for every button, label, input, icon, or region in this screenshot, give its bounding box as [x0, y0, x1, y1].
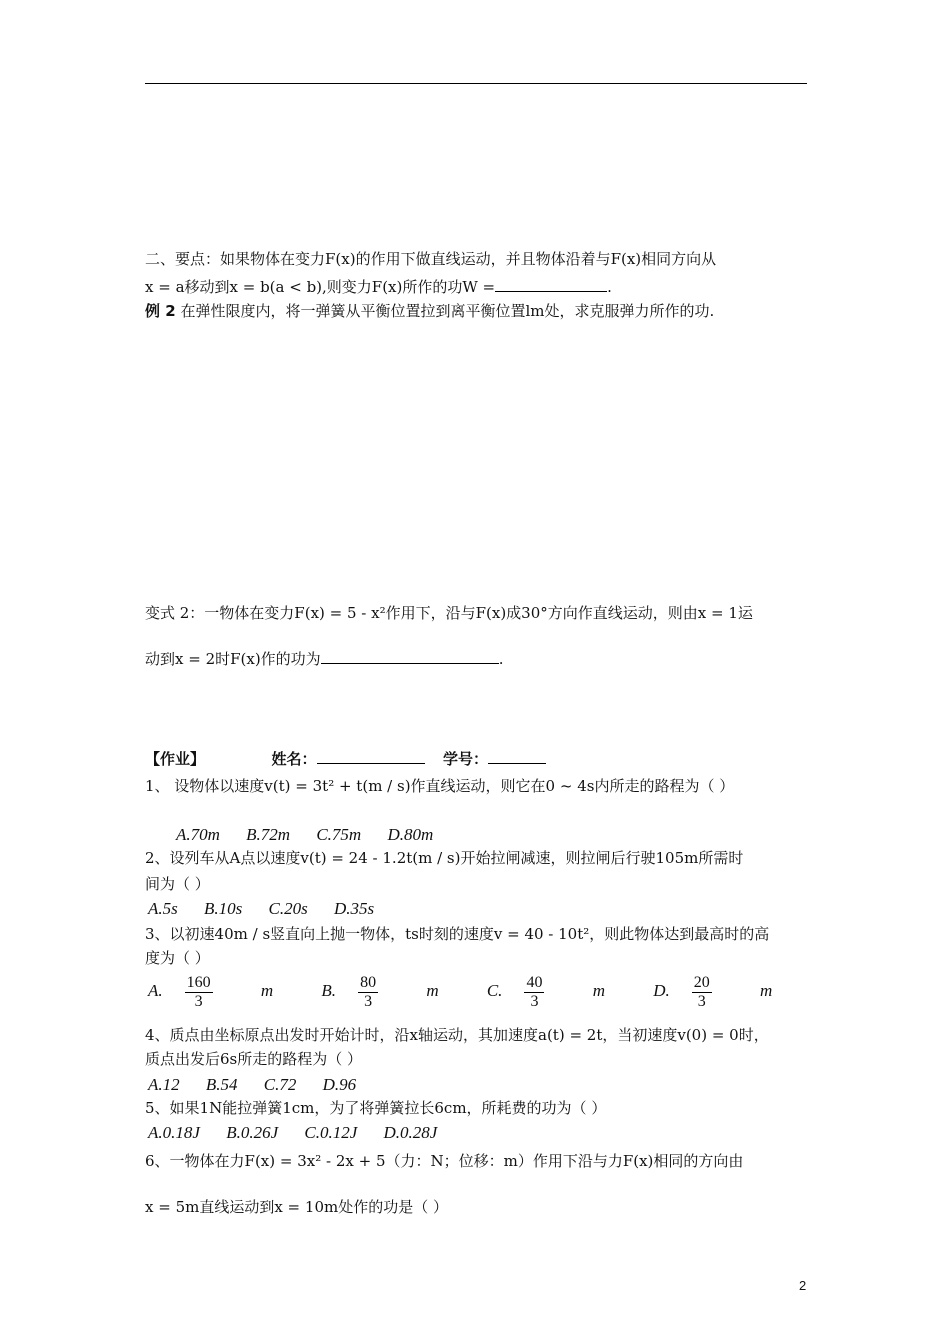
- example2-label: 例 2: [145, 302, 176, 320]
- q1-option-a[interactable]: A.70m: [176, 825, 220, 844]
- q5-option-b[interactable]: B.0.26J: [226, 1123, 279, 1142]
- q2-option-a[interactable]: A.5s: [148, 899, 178, 918]
- name-label: 姓名：: [271, 750, 317, 768]
- student-id-label: 学号：: [442, 750, 488, 768]
- q1-option-c[interactable]: C.75m: [316, 825, 362, 844]
- q3-option-c[interactable]: C. $\frac{40}{3}$ m: [486, 974, 605, 1010]
- homework-title: 【作业】: [145, 750, 206, 768]
- q4-option-b[interactable]: B.54: [205, 1075, 238, 1094]
- q5-text: 5、如果1N能拉弹簧1cm，为了将弹簧拉长6cm，所耗费的功为（ ）: [145, 1099, 607, 1117]
- q3-options: [148, 974, 816, 1011]
- q4-option-c[interactable]: C.72: [263, 1075, 297, 1094]
- variant2-line2-text: 动到x = 2时F(x)作的功为: [145, 650, 321, 668]
- q1-options: [176, 825, 455, 845]
- q4-line1: 4、质点由坐标原点出发时开始计时，沿x轴运动，其加速度a(t) = 2t，当初速度v(0) = 0时，: [145, 1026, 769, 1044]
- example2-text: 在弹性限度内，将一弹簧从平衡位置拉到离平衡位置lm处，求克服弹力所作的功.: [180, 302, 715, 320]
- section2-line1: 二、要点：如果物体在变力F(x)的作用下做直线运动，并且物体沿着与F(x)相同方向从: [145, 250, 717, 268]
- q5-option-a[interactable]: A.0.18J: [148, 1123, 200, 1142]
- q5-option-d[interactable]: D.0.28J: [383, 1123, 438, 1142]
- q2-line2: 间为（ ）: [145, 875, 210, 893]
- work-answer-blank[interactable]: [495, 277, 607, 292]
- q2-options: [148, 899, 396, 919]
- q2-option-c[interactable]: C.20s: [268, 899, 308, 918]
- q3-option-a[interactable]: A. $\frac{160}{3}$ m: [148, 974, 274, 1010]
- q4-options: [148, 1075, 378, 1095]
- q3-line1: 3、以初速40m / s竖直向上抛一物体，ts时刻的速度v = 40 - 10t²，则此物体达到最高时的高: [145, 925, 770, 943]
- q4-option-a[interactable]: A.12: [148, 1075, 180, 1094]
- q3-option-d[interactable]: D. $\frac{20}{3}$ m: [653, 974, 773, 1010]
- header-rule: [145, 83, 807, 84]
- q6-line1: 6、一物体在力F(x) = 3x² - 2x + 5（力：N；位移：m）作用下沿与力F(x)相同的方向由: [145, 1152, 744, 1170]
- page-number: 2: [799, 1278, 807, 1293]
- q6-line2: x = 5m直线运动到x = 10m处作的功是（ ）: [145, 1198, 448, 1216]
- student-id-field[interactable]: [488, 749, 546, 764]
- section2-line2: [145, 277, 612, 297]
- example2: [145, 301, 714, 321]
- q2-option-b[interactable]: B.10s: [204, 899, 243, 918]
- q3-option-b[interactable]: B. $\frac{80}{3}$ m: [321, 974, 439, 1010]
- homework-header: [145, 749, 546, 769]
- variant2-line2: [145, 649, 503, 669]
- q1-text: 1、 设物体以速度v(t) = 3t² + t(m / s)作直线运动，则它在0 ~ 4s内所走的路程为（ ）: [145, 777, 735, 795]
- q2-option-d[interactable]: D.35s: [333, 899, 375, 918]
- variant2-line1: 变式 2：一物体在变力F(x) = 5 - x²作用下，沿与F(x)成30°方向作直线运动，则由x = 1运: [145, 604, 753, 622]
- q5-options: [148, 1123, 459, 1143]
- section2-line2-text: x = a移动到x = b(a < b),则变力F(x)所作的功W =: [145, 278, 496, 296]
- q1-option-d[interactable]: D.80m: [387, 825, 434, 844]
- variant2-answer-blank[interactable]: [321, 649, 499, 664]
- q4-line2: 质点出发后6s所走的路程为（ ）: [145, 1050, 363, 1068]
- q4-option-d[interactable]: D.96: [322, 1075, 357, 1094]
- section2-line2-end: .: [607, 278, 612, 296]
- q2-line1: 2、设列车从A点以速度v(t) = 24 - 1.2t(m / s)开始拉闸减速，则拉闸后行驶105m所需时: [145, 849, 744, 867]
- variant2-line2-end: .: [498, 650, 504, 668]
- q3-line2: 度为（ ）: [145, 949, 210, 967]
- q5-option-c[interactable]: C.0.12J: [304, 1123, 358, 1142]
- q1-option-b[interactable]: B.72m: [246, 825, 291, 844]
- name-field[interactable]: [317, 749, 425, 764]
